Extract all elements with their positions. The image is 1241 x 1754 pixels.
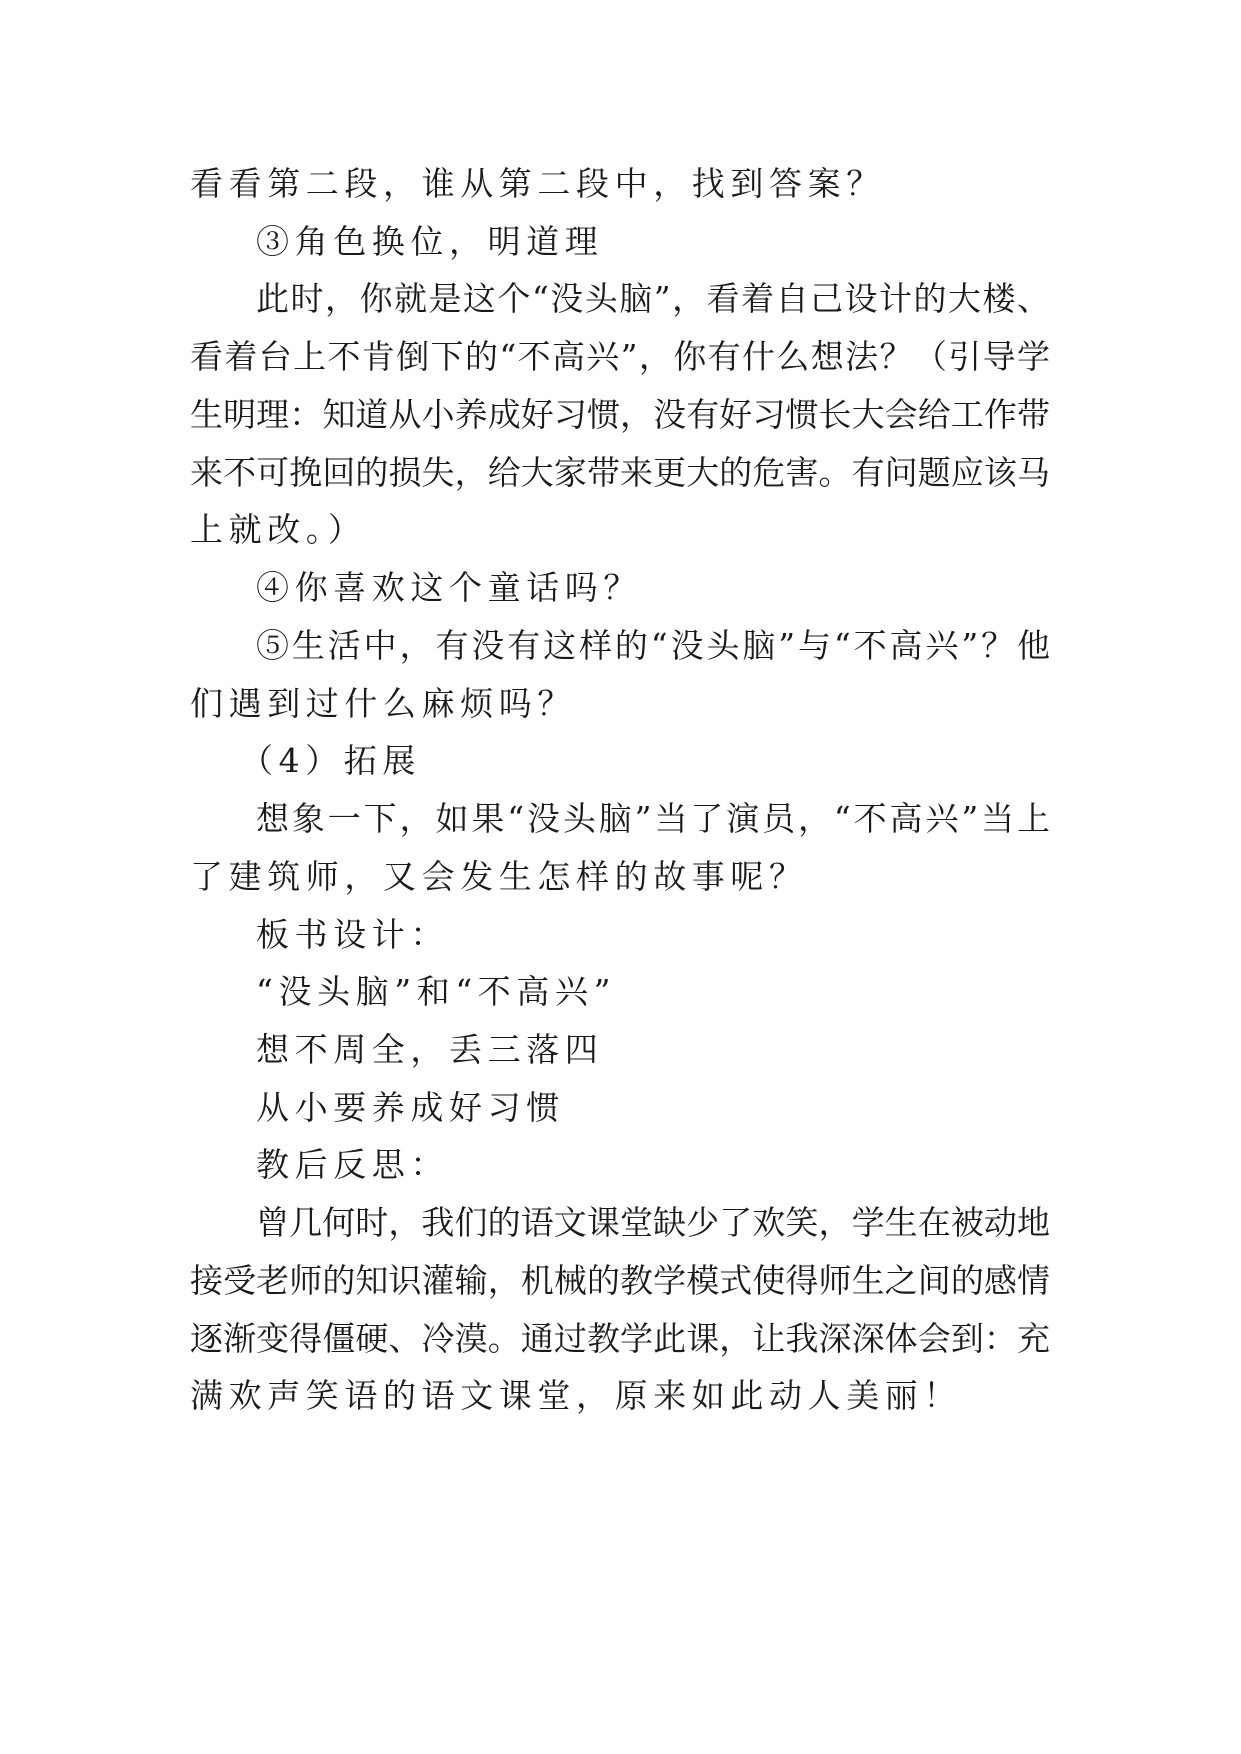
text-line: 生明理：知道从小养成好习惯，没有好习惯长大会给工作带 <box>190 395 1050 434</box>
text-line: 了建筑师，又会发生怎样的故事呢？ <box>190 857 808 896</box>
board-design-line: 想不周全，丢三落四 <box>256 1030 604 1069</box>
board-design-heading: 板书设计： <box>256 915 449 954</box>
text-line: 满欢声笑语的语文课堂，原来如此动人美丽！ <box>190 1376 962 1415</box>
text-line: 此时，你就是这个“没头脑”，看着自己设计的大楼、 <box>256 279 1050 318</box>
text-line: ③角色换位，明道理 <box>256 222 604 261</box>
text-line: 看看第二段，谁从第二段中，找到答案？ <box>190 164 885 203</box>
text-line: 想象一下，如果“没头脑”当了演员，“不高兴”当上 <box>256 799 1050 838</box>
text-line: 们遇到过什么麻烦吗？ <box>190 684 576 723</box>
board-design-line: “没头脑”和“不高兴” <box>256 972 617 1011</box>
section-heading: （4）拓展 <box>240 741 421 780</box>
text-line: ④你喜欢这个童话吗？ <box>256 568 642 607</box>
text-line: 看着台上不肯倒下的“不高兴”，你有什么想法？（引导学 <box>190 337 1050 376</box>
board-design-line: 从小要养成好习惯 <box>256 1088 565 1127</box>
text-line: 上就改。） <box>190 510 367 549</box>
text-line: 逐渐变得僵硬、冷漠。通过教学此课，让我深深体会到：充 <box>190 1319 1050 1358</box>
reflection-heading: 教后反思： <box>256 1145 449 1184</box>
text-line: ⑤生活中，有没有这样的“没头脑”与“不高兴”？他 <box>256 626 1050 665</box>
text-line: 来不可挽回的损失，给大家带来更大的危害。有问题应该马 <box>190 453 1050 492</box>
text-line: 曾几何时，我们的语文课堂缺少了欢笑，学生在被动地 <box>256 1203 1050 1242</box>
text-line: 接受老师的知识灌输，机械的教学模式使得师生之间的感情 <box>190 1261 1050 1300</box>
